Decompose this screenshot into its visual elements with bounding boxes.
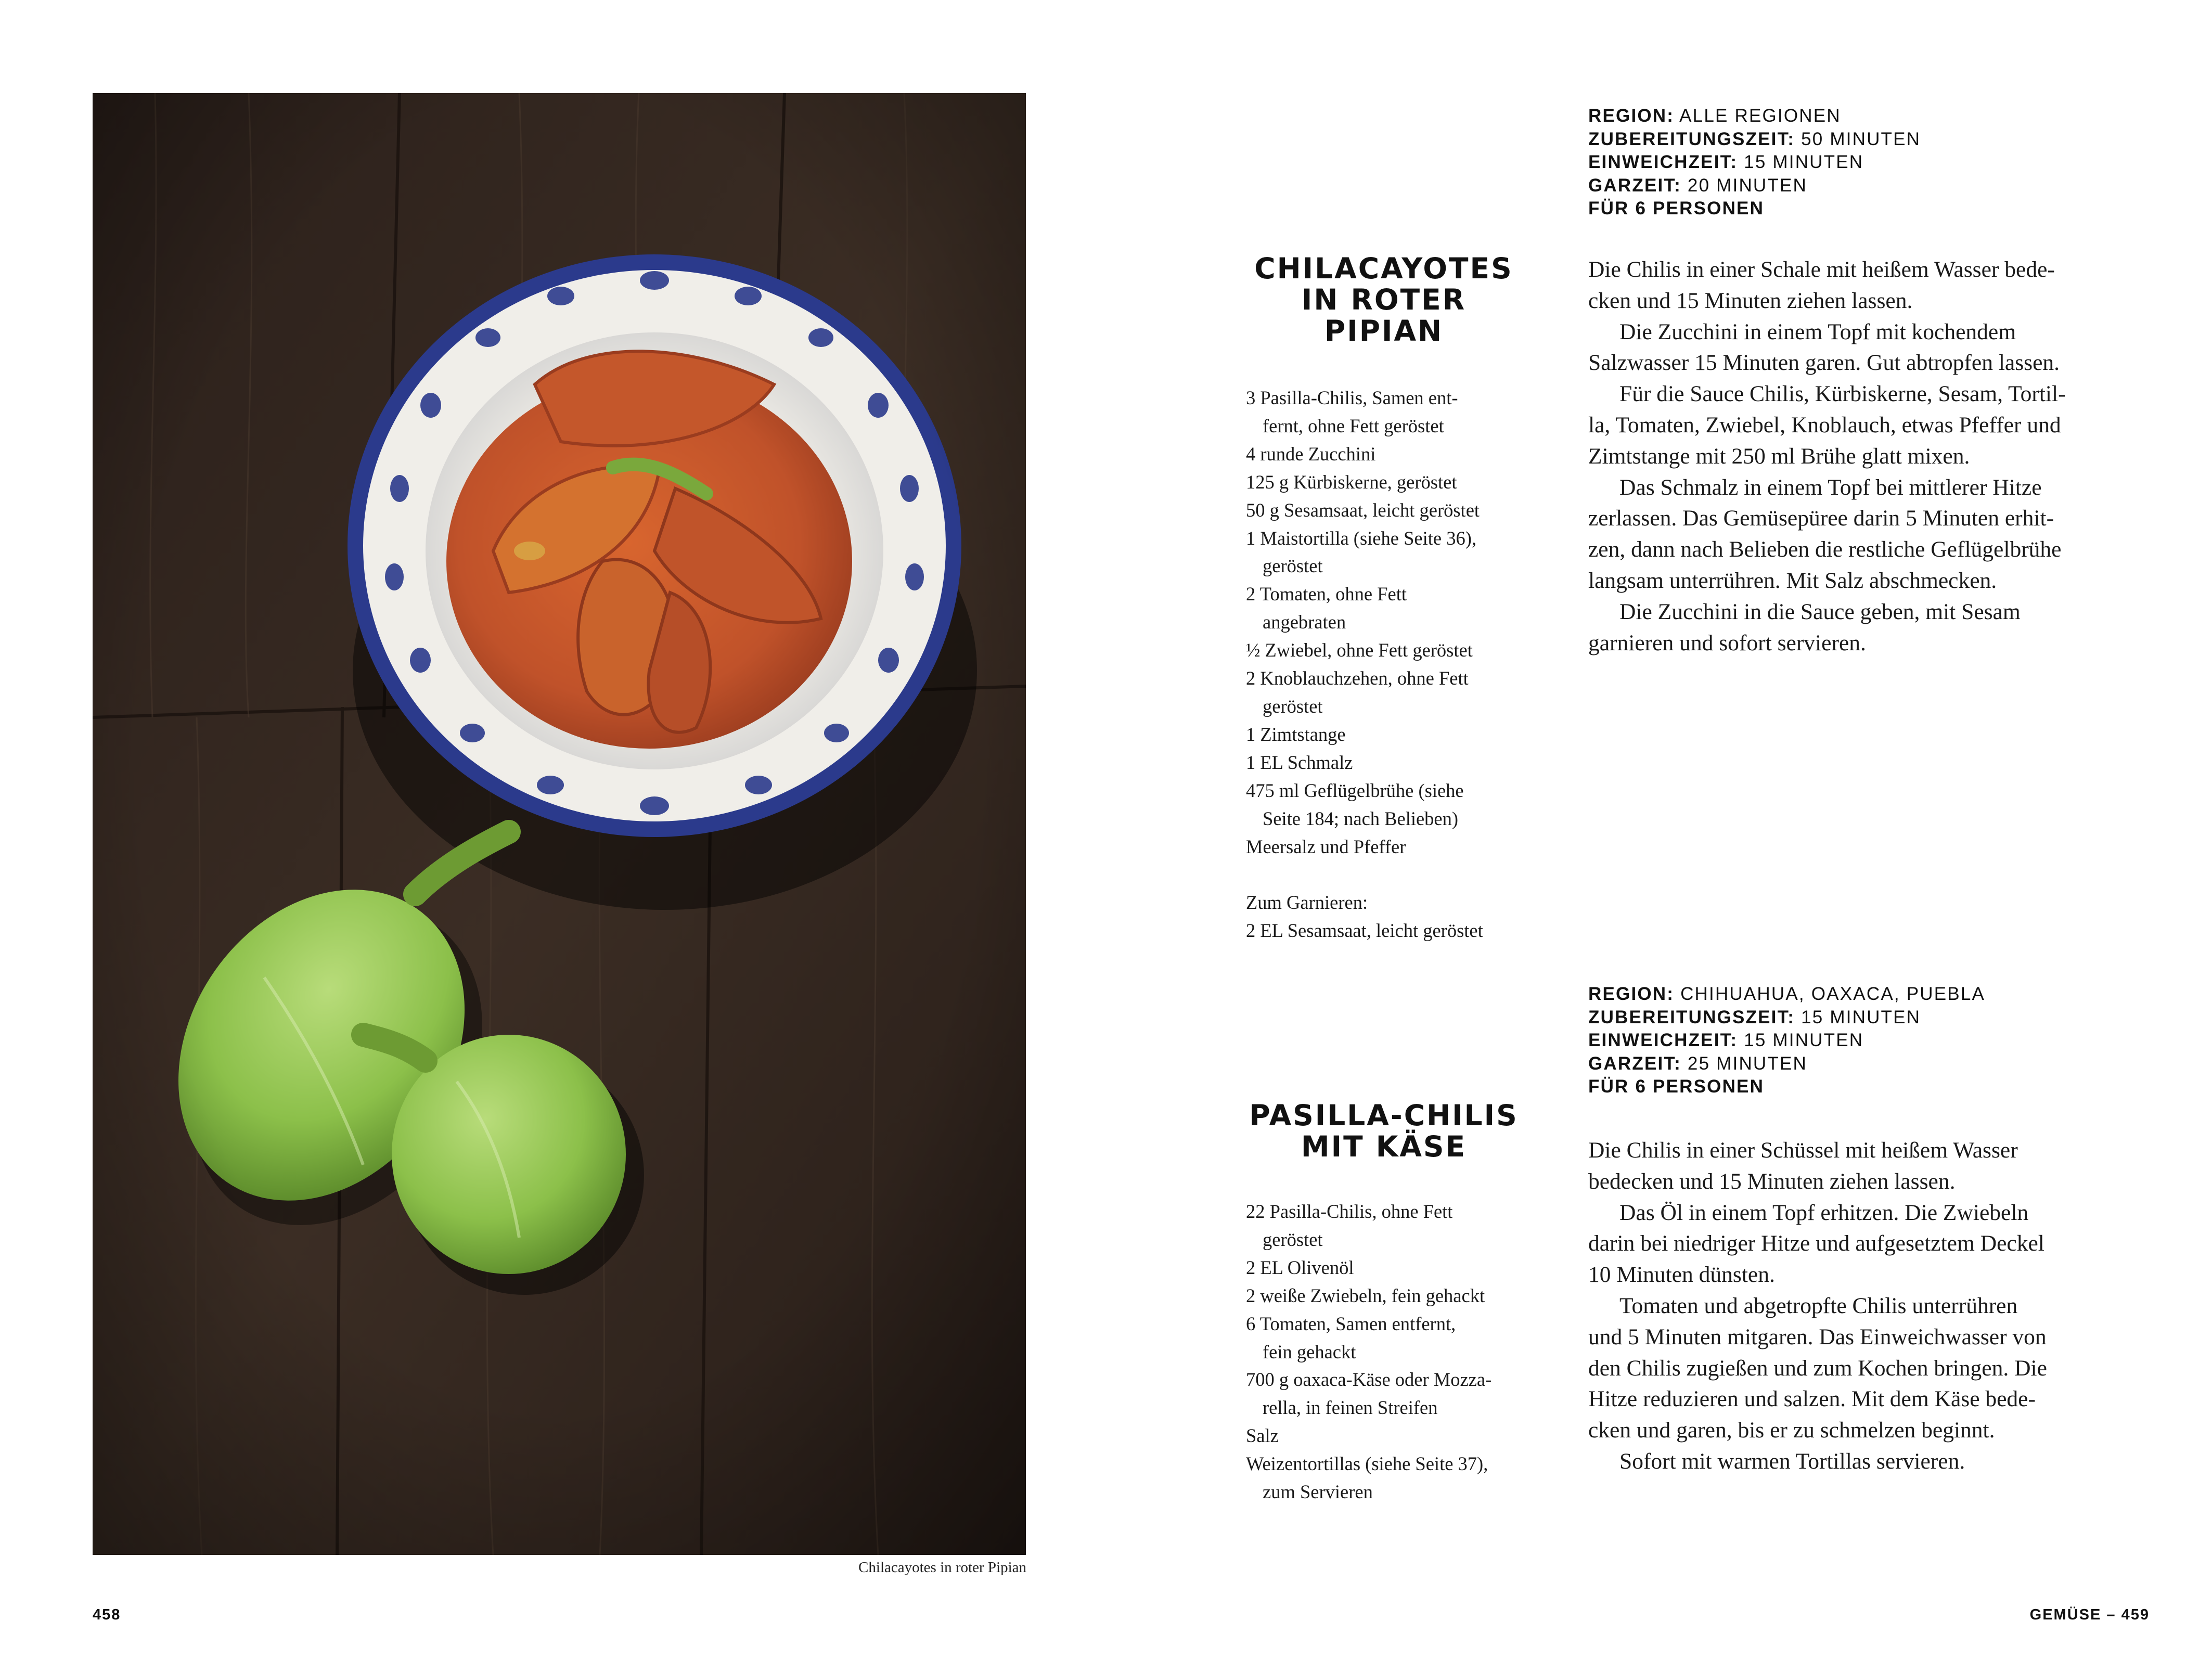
- ingredient-line: 6 Tomaten, Samen entfernt,: [1246, 1313, 1456, 1334]
- method-line: Die Chilis in einer Schüssel mit heißem Wasser: [1588, 1138, 2018, 1163]
- method-line: Für die Sauce Chilis, Kürbiskerne, Sesam, Tortil-: [1619, 381, 2066, 407]
- ingredient-line: angebraten: [1263, 611, 1346, 633]
- ingredient-line: Meersalz und Pfeffer: [1246, 835, 1406, 857]
- ingredient-line: 1 EL Schmalz: [1246, 751, 1353, 773]
- photo-caption: Chilacayotes in roter Pipian: [858, 1559, 1026, 1576]
- meta-soak-time: EINWEICHZEIT: 15 MINUTEN: [1588, 152, 1864, 172]
- method-line: zerlassen. Das Gemüsepüree darin 5 Minuten erhit-: [1588, 506, 2054, 531]
- meta-prep-time: ZUBEREITUNGSZEIT: 15 MINUTEN: [1588, 1007, 1921, 1027]
- folio-separator: –: [2106, 1606, 2116, 1623]
- ingredient-line: Seite 184; nach Belieben): [1263, 807, 1459, 829]
- meta-region: REGION: ALLE REGIONEN: [1588, 106, 1841, 126]
- ingredient-line: Weizentortillas (siehe Seite 37),: [1246, 1453, 1488, 1475]
- method-line: zen, dann nach Belieben die restliche Geflügelbrühe: [1588, 537, 2062, 562]
- folio-right: [2030, 1606, 2150, 1624]
- method-line: Die Zucchini in einem Topf mit kochendem: [1619, 319, 2016, 344]
- ingredient-line: 3 Pasilla-Chilis, Samen ent-: [1246, 387, 1458, 408]
- method-line: garnieren und sofort servieren.: [1588, 630, 1866, 655]
- method-line: bedecken und 15 Minuten ziehen lassen.: [1588, 1168, 1956, 1194]
- section-name: GEMÜSE: [2029, 1606, 2102, 1623]
- ingredient-line: 2 Knoblauchzehen, ohne Fett: [1246, 667, 1469, 689]
- recipe-photo: [93, 93, 1026, 1555]
- ingredient-line: 2 Tomaten, ohne Fett: [1246, 583, 1407, 605]
- meta-cook-time: GARZEIT: 20 MINUTEN: [1588, 175, 1808, 196]
- method-line: Zimtstange mit 250 ml Brühe glatt mixen.: [1588, 443, 1970, 469]
- ingredient-line: geröstet: [1263, 555, 1323, 577]
- ingredient-line: 50 g Sesamsaat, leicht geröstet: [1246, 499, 1480, 521]
- ingredient-spacer: [1246, 860, 1527, 889]
- ingredient-line: 700 g oaxaca-Käse oder Mozza-: [1246, 1369, 1492, 1391]
- recipe-1-method: [1588, 254, 2150, 659]
- ingredient-line: Salz: [1246, 1425, 1279, 1447]
- ingredient-line: 2 EL Olivenöl: [1246, 1256, 1354, 1278]
- recipe-2-title: PASILLA-CHILIS MIT KÄSE: [1249, 1099, 1519, 1163]
- method-line: darin bei niedriger Hitze und aufgesetztem Deckel: [1588, 1231, 2044, 1256]
- ingredient-line: 2 EL Sesamsaat, leicht geröstet: [1246, 920, 1483, 942]
- meta-prep-time: ZUBEREITUNGSZEIT: 50 MINUTEN: [1588, 128, 1921, 149]
- meta-soak-time: EINWEICHZEIT: 15 MINUTEN: [1588, 1030, 1864, 1050]
- method-line: Tomaten und abgetropfte Chilis unterrühren: [1619, 1293, 2018, 1318]
- recipe-2-method: [1588, 1135, 2150, 1477]
- ingredient-line: rella, in feinen Streifen: [1263, 1397, 1438, 1419]
- ingredient-line: 4 runde Zucchini: [1246, 443, 1376, 465]
- ingredient-line: geröstet: [1263, 695, 1323, 717]
- ingredient-line: ½ Zwiebel, ohne Fett geröstet: [1246, 639, 1473, 661]
- method-line: cken und garen, bis er zu schmelzen beginnt.: [1588, 1418, 1995, 1443]
- recipe-1-title: CHILACAYOTES IN ROTER PIPIAN: [1254, 252, 1513, 348]
- method-line: Das Schmalz in einem Topf bei mittlerer Hitze: [1619, 474, 2042, 500]
- method-line: Salzwasser 15 Minuten garen. Gut abtropfen lassen.: [1588, 350, 2060, 376]
- method-line: cken und 15 Minuten ziehen lassen.: [1588, 288, 1913, 313]
- ingredient-line: 2 weiße Zwiebeln, fein gehackt: [1246, 1284, 1485, 1306]
- garnish-heading: Zum Garnieren:: [1246, 892, 1368, 914]
- page-number-right: 459: [2121, 1606, 2150, 1623]
- recipe-2-ingredients: [1246, 1198, 1527, 1506]
- meta-region: REGION: CHIHUAHUA, OAXACA, PUEBLA: [1588, 984, 1986, 1004]
- method-line: Sofort mit warmen Tortillas servieren.: [1619, 1448, 1965, 1474]
- ingredient-line: fein gehackt: [1263, 1341, 1356, 1362]
- ingredient-line: 475 ml Geflügelbrühe (siehe: [1246, 779, 1464, 801]
- ingredient-line: zum Servieren: [1263, 1481, 1373, 1503]
- ingredient-line: 125 g Kürbiskerne, geröstet: [1246, 471, 1457, 493]
- method-line: Das Öl in einem Topf erhitzen. Die Zwiebeln: [1619, 1200, 2029, 1225]
- recipe-2-meta: [1588, 983, 2056, 1099]
- meta-cook-time: GARZEIT: 25 MINUTEN: [1588, 1053, 1808, 1074]
- ingredient-line: fernt, ohne Fett geröstet: [1263, 415, 1444, 436]
- method-line: den Chilis zugießen und zum Kochen bringen. Die: [1588, 1355, 2047, 1381]
- photo-vignette: [93, 93, 1026, 1555]
- method-line: 10 Minuten dünsten.: [1588, 1262, 1775, 1288]
- ingredient-line: 22 Pasilla-Chilis, ohne Fett: [1246, 1201, 1453, 1222]
- meta-servings: FÜR 6 PERSONEN: [1588, 198, 1765, 218]
- ingredient-line: 1 Maistortilla (siehe Seite 36),: [1246, 527, 1476, 549]
- method-line: und 5 Minuten mitgaren. Das Einweichwasser von: [1588, 1324, 2047, 1349]
- method-line: langsam unterrühren. Mit Salz abschmecken.: [1588, 568, 1997, 593]
- ingredient-line: geröstet: [1263, 1228, 1323, 1250]
- recipe-1-meta: [1588, 105, 2056, 221]
- method-line: Die Chilis in einer Schale mit heißem Wasser bede-: [1588, 257, 2055, 282]
- page-number-left: 458: [93, 1606, 121, 1623]
- recipe-1-ingredients: [1246, 384, 1527, 945]
- ingredient-line: 1 Zimtstange: [1246, 723, 1346, 745]
- meta-servings: FÜR 6 PERSONEN: [1588, 1076, 1765, 1097]
- method-line: la, Tomaten, Zwiebel, Knoblauch, etwas Pfeffer und: [1588, 412, 2061, 438]
- method-line: Die Zucchini in die Sauce geben, mit Sesam: [1619, 599, 2021, 624]
- method-line: Hitze reduzieren und salzen. Mit dem Käse bede-: [1588, 1386, 2036, 1412]
